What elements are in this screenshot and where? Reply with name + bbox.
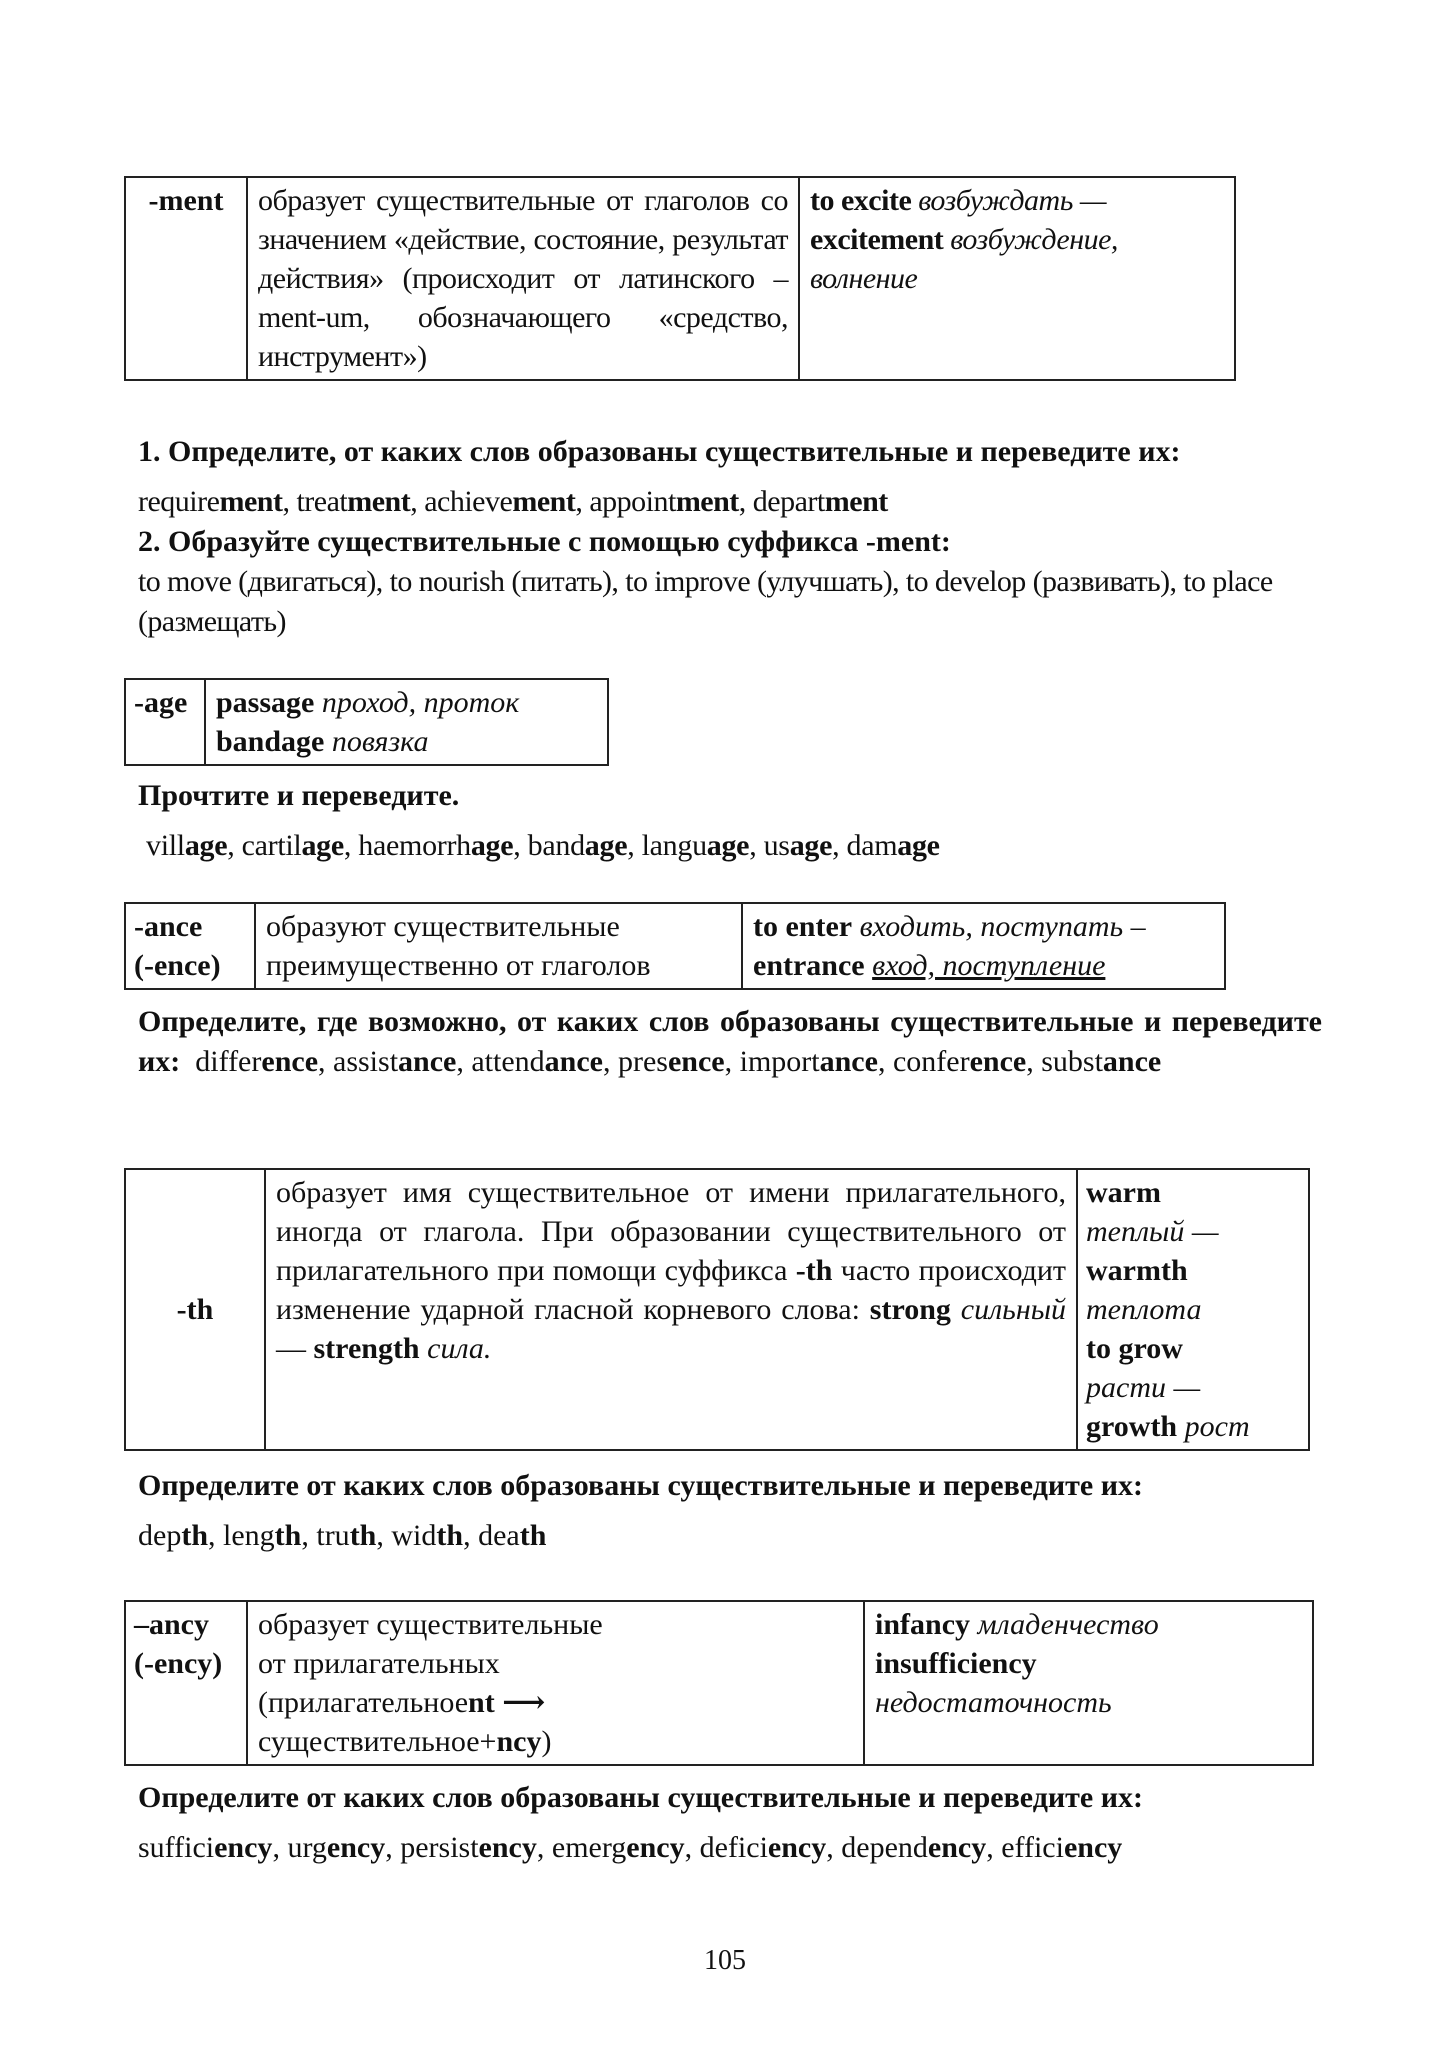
- th-suffix-cell: [125, 1169, 265, 1450]
- word-item: [333, 1045, 456, 1078]
- ancy-example-translation-1: младенчество: [977, 1608, 1159, 1641]
- age-example-translation-2: повязка: [331, 725, 429, 758]
- ancy-description-2: от прилагательных: [258, 1647, 500, 1680]
- th-description-suffix: -th: [795, 1254, 833, 1287]
- ance-example-translation-2: вход, поступление: [872, 949, 1106, 982]
- word-stem: appoint: [589, 485, 676, 518]
- ancy-description-4-close: ): [541, 1725, 552, 1758]
- ment-desc-cell: [247, 177, 799, 380]
- word-item: [528, 829, 628, 862]
- word-item: [618, 1045, 725, 1078]
- word-stem: pres: [618, 1045, 668, 1078]
- word-item: [478, 1519, 546, 1552]
- word-suffix: ency: [478, 1831, 537, 1864]
- word-item: [138, 1831, 272, 1864]
- th-suffix: -th: [176, 1293, 214, 1326]
- word-item: [424, 485, 575, 518]
- age-suffix-cell: [125, 679, 205, 765]
- page-number: 105: [704, 1945, 746, 1976]
- ancy-description-4-suffix: ncy: [496, 1725, 542, 1758]
- task4-word-list: difference, assistance, attendance, presence, importance, conference, substance: [195, 1045, 1162, 1078]
- ancy-description-3: (прилагательное: [258, 1686, 469, 1719]
- word-stem: leng: [223, 1519, 275, 1552]
- word-stem: band: [527, 829, 585, 862]
- word-suffix: ment: [347, 485, 411, 518]
- th-example-translation-3: расти —: [1086, 1371, 1201, 1404]
- age-example-word-2: bandage: [216, 725, 325, 758]
- th-example-translation-1: теплый —: [1086, 1215, 1219, 1248]
- th-example-strength-translation: сила.: [427, 1332, 492, 1365]
- word-item: [223, 1519, 301, 1552]
- word-stem: dep: [138, 1519, 182, 1552]
- word-suffix: ence: [667, 1045, 725, 1078]
- ance-example-word-1: to enter: [753, 910, 853, 943]
- task4-paragraph: [138, 1002, 1322, 1082]
- word-suffix: th: [274, 1519, 302, 1552]
- ance-table-block: [124, 902, 1226, 990]
- word-stem: haemorrh: [358, 829, 471, 862]
- th-table-block: [124, 1168, 1310, 1451]
- word-suffix: ency: [767, 1831, 827, 1864]
- word-stem: defici: [699, 1831, 768, 1864]
- word-suffix: ment: [219, 485, 283, 518]
- word-suffix: ance: [819, 1045, 878, 1078]
- ment-example-translation-1: возбуждать —: [918, 184, 1107, 217]
- word-stem: langu: [641, 829, 707, 862]
- ancy-suffix-cell: [125, 1601, 247, 1765]
- ance-suffix-1: -ance: [134, 910, 203, 943]
- word-suffix: ance: [544, 1045, 603, 1078]
- ancy-desc-cell: [247, 1601, 864, 1765]
- th-description-3: часто происходит изменение ударной гласной корневого слова:: [276, 1254, 1067, 1326]
- word-suffix: ency: [626, 1831, 685, 1864]
- th-desc-cell: [265, 1169, 1077, 1450]
- word-stem: depart: [752, 485, 825, 518]
- word-stem: confer: [892, 1045, 970, 1078]
- word-item: [847, 829, 940, 862]
- ancy-description-3-suffix: nt: [468, 1686, 495, 1719]
- word-suffix: th: [181, 1519, 209, 1552]
- word-item: [195, 1045, 318, 1078]
- word-suffix: age: [184, 829, 228, 862]
- age-example-cell: [205, 679, 608, 765]
- word-suffix: ment: [512, 485, 576, 518]
- word-stem: cartil: [241, 829, 302, 862]
- word-stem: subst: [1041, 1045, 1103, 1078]
- word-stem: import: [739, 1045, 820, 1078]
- word-suffix: ance: [1102, 1045, 1162, 1078]
- word-suffix: ence: [261, 1045, 319, 1078]
- ancy-example-word-1: infancy: [875, 1608, 971, 1641]
- word-item: [642, 829, 750, 862]
- word-suffix: th: [436, 1519, 464, 1552]
- task1-heading: 1. Определите, от каких слов образованы существительные и переведите их:: [138, 435, 1181, 468]
- ment-suffix: -ment: [148, 184, 224, 217]
- word-stem: vill: [146, 829, 185, 862]
- word-item: [589, 485, 738, 518]
- th-example-cell: [1077, 1169, 1309, 1450]
- age-table-block: [124, 678, 609, 766]
- word-item: [700, 1831, 827, 1864]
- word-suffix: ency: [1063, 1831, 1123, 1864]
- word-item: [146, 829, 227, 862]
- ance-example-cell: [742, 903, 1225, 989]
- word-stem: treat: [296, 485, 348, 518]
- ance-description-2: преимущественно от глаголов: [266, 949, 651, 982]
- ment-example-word-1: to excite: [810, 184, 912, 217]
- word-suffix: th: [519, 1519, 547, 1552]
- ancy-example-cell: [864, 1601, 1313, 1765]
- word-suffix: ency: [214, 1831, 273, 1864]
- th-example-word-4: growth: [1086, 1410, 1178, 1443]
- ancy-suffix-1: –ancy: [134, 1608, 209, 1641]
- word-stem: us: [763, 829, 790, 862]
- th-example-dash: —: [276, 1332, 306, 1365]
- word-suffix: th: [349, 1519, 377, 1552]
- word-stem: emerg: [551, 1831, 627, 1864]
- word-item: [391, 1519, 463, 1552]
- word-stem: tru: [316, 1519, 350, 1552]
- word-stem: suffici: [138, 1831, 215, 1864]
- word-stem: attend: [471, 1045, 545, 1078]
- word-stem: achieve: [424, 485, 513, 518]
- word-suffix: ence: [969, 1045, 1027, 1078]
- word-item: [841, 1831, 986, 1864]
- word-item: [316, 1519, 376, 1552]
- th-example-translation-4: рост: [1184, 1410, 1250, 1443]
- age-suffix: -age: [134, 686, 188, 719]
- ment-example-cell: [799, 177, 1235, 380]
- ancy-example-word-2: insufficiency: [875, 1647, 1037, 1680]
- word-suffix: ency: [326, 1831, 386, 1864]
- age-example-word-1: passage: [216, 686, 315, 719]
- th-example-word-3: to grow: [1086, 1332, 1183, 1365]
- th-example-strong-translation: сильный: [960, 1293, 1067, 1326]
- task4-heading: Определите, где возможно, от каких слов образованы существительные и переведите их:: [138, 1005, 1322, 1078]
- word-item: [740, 1045, 878, 1078]
- word-stem: differ: [195, 1045, 262, 1078]
- th-example-word-2: warmth: [1086, 1254, 1188, 1287]
- word-stem: wid: [391, 1519, 437, 1552]
- word-stem: effici: [1001, 1831, 1064, 1864]
- task3-word-list: village, cartilage, haemorrhage, bandage, language, usage, damage: [146, 829, 940, 862]
- word-item: [552, 1831, 685, 1864]
- ancy-table: [124, 1600, 1314, 1766]
- th-example-strong: strong: [869, 1293, 951, 1326]
- arrow-right-icon: ⟶: [502, 1686, 546, 1719]
- word-stem: dea: [478, 1519, 520, 1552]
- word-suffix: age: [706, 829, 750, 862]
- word-item: [242, 829, 344, 862]
- task2-text: to move (двигаться), to nourish (питать), to improve (улучшать), to develop (развивать), to place (размещать): [138, 565, 1273, 638]
- th-table: [124, 1168, 1310, 1451]
- ancy-table-block: [124, 1600, 1314, 1766]
- ance-description-1: образуют существительные: [266, 910, 620, 943]
- task6-word-list: sufficiency, urgency, persistency, emergency, deficiency, dependency, efficiency: [138, 1831, 1123, 1864]
- word-stem: persist: [400, 1831, 479, 1864]
- th-example-translation-2: теплота: [1086, 1293, 1202, 1326]
- word-stem: assist: [333, 1045, 399, 1078]
- word-suffix: ment: [824, 485, 888, 518]
- ance-suffix-cell: [125, 903, 255, 989]
- ment-description: образует существительные от глаголов со значением «действие, состояние, результат действия» (происходит от латинского –ment-um, обозначающего «средство, инструмент»): [258, 184, 788, 373]
- word-item: [296, 485, 410, 518]
- task3-heading: Прочтите и переведите.: [138, 779, 460, 812]
- word-suffix: age: [470, 829, 514, 862]
- word-item: [764, 829, 833, 862]
- task1-word-list: requirement, treatment, achievement, appointment, department: [138, 485, 888, 518]
- ment-table-block: [124, 176, 1236, 381]
- task5-heading: Определите от каких слов образованы существительные и переведите их:: [138, 1469, 1143, 1502]
- word-stem: urg: [287, 1831, 327, 1864]
- ment-example-word-2: excitement: [810, 223, 944, 256]
- word-stem: dam: [846, 829, 898, 862]
- th-description-2: При образовании существительного от прилагательного при помощи суффикса: [276, 1215, 1067, 1287]
- word-stem: require: [138, 485, 220, 518]
- word-suffix: ency: [927, 1831, 987, 1864]
- ancy-description-1: образует существительные: [258, 1608, 603, 1641]
- ancy-description-4: существительное+: [258, 1725, 497, 1758]
- word-item: [400, 1831, 537, 1864]
- age-example-translation-1: проход, проток: [321, 686, 520, 719]
- ancy-suffix-2: (-ency): [134, 1647, 223, 1680]
- th-example-word-1: warm: [1086, 1176, 1161, 1209]
- ance-table: [124, 902, 1226, 990]
- word-item: [138, 1519, 208, 1552]
- task5-word-list: depth, length, truth, width, death: [138, 1519, 547, 1552]
- word-suffix: age: [584, 829, 628, 862]
- ment-example-translation-2: возбуждение, волнение: [810, 223, 1118, 295]
- word-suffix: age: [789, 829, 833, 862]
- word-suffix: ance: [398, 1045, 457, 1078]
- word-item: [287, 1831, 385, 1864]
- word-suffix: ment: [675, 485, 739, 518]
- word-suffix: age: [897, 829, 940, 862]
- word-item: [358, 829, 513, 862]
- ance-suffix-2: (-ence): [134, 949, 221, 982]
- word-item: [138, 485, 282, 518]
- word-suffix: age: [301, 829, 344, 862]
- word-item: [893, 1045, 1026, 1078]
- word-stem: depend: [841, 1831, 928, 1864]
- ment-table: [124, 176, 1236, 381]
- word-item: [1001, 1831, 1122, 1864]
- age-table: [124, 678, 609, 766]
- word-item: [753, 485, 888, 518]
- word-item: [471, 1045, 603, 1078]
- task2-heading: 2. Образуйте существительные с помощью суффикса -ment:: [138, 525, 951, 558]
- ance-example-word-2: entrance: [753, 949, 865, 982]
- ment-suffix-cell: [125, 177, 247, 380]
- ancy-example-translation-2: недостаточность: [875, 1686, 1112, 1719]
- task6-heading: Определите от каких слов образованы существительные и переведите их:: [138, 1781, 1143, 1814]
- ance-desc-cell: [255, 903, 742, 989]
- ance-example-translation-1: входить, поступать –: [859, 910, 1146, 943]
- th-description-1: образует имя существительное от имени прилагательного, иногда от глагола.: [276, 1176, 1066, 1248]
- word-item: [1041, 1045, 1161, 1078]
- th-example-strength: strength: [313, 1332, 420, 1365]
